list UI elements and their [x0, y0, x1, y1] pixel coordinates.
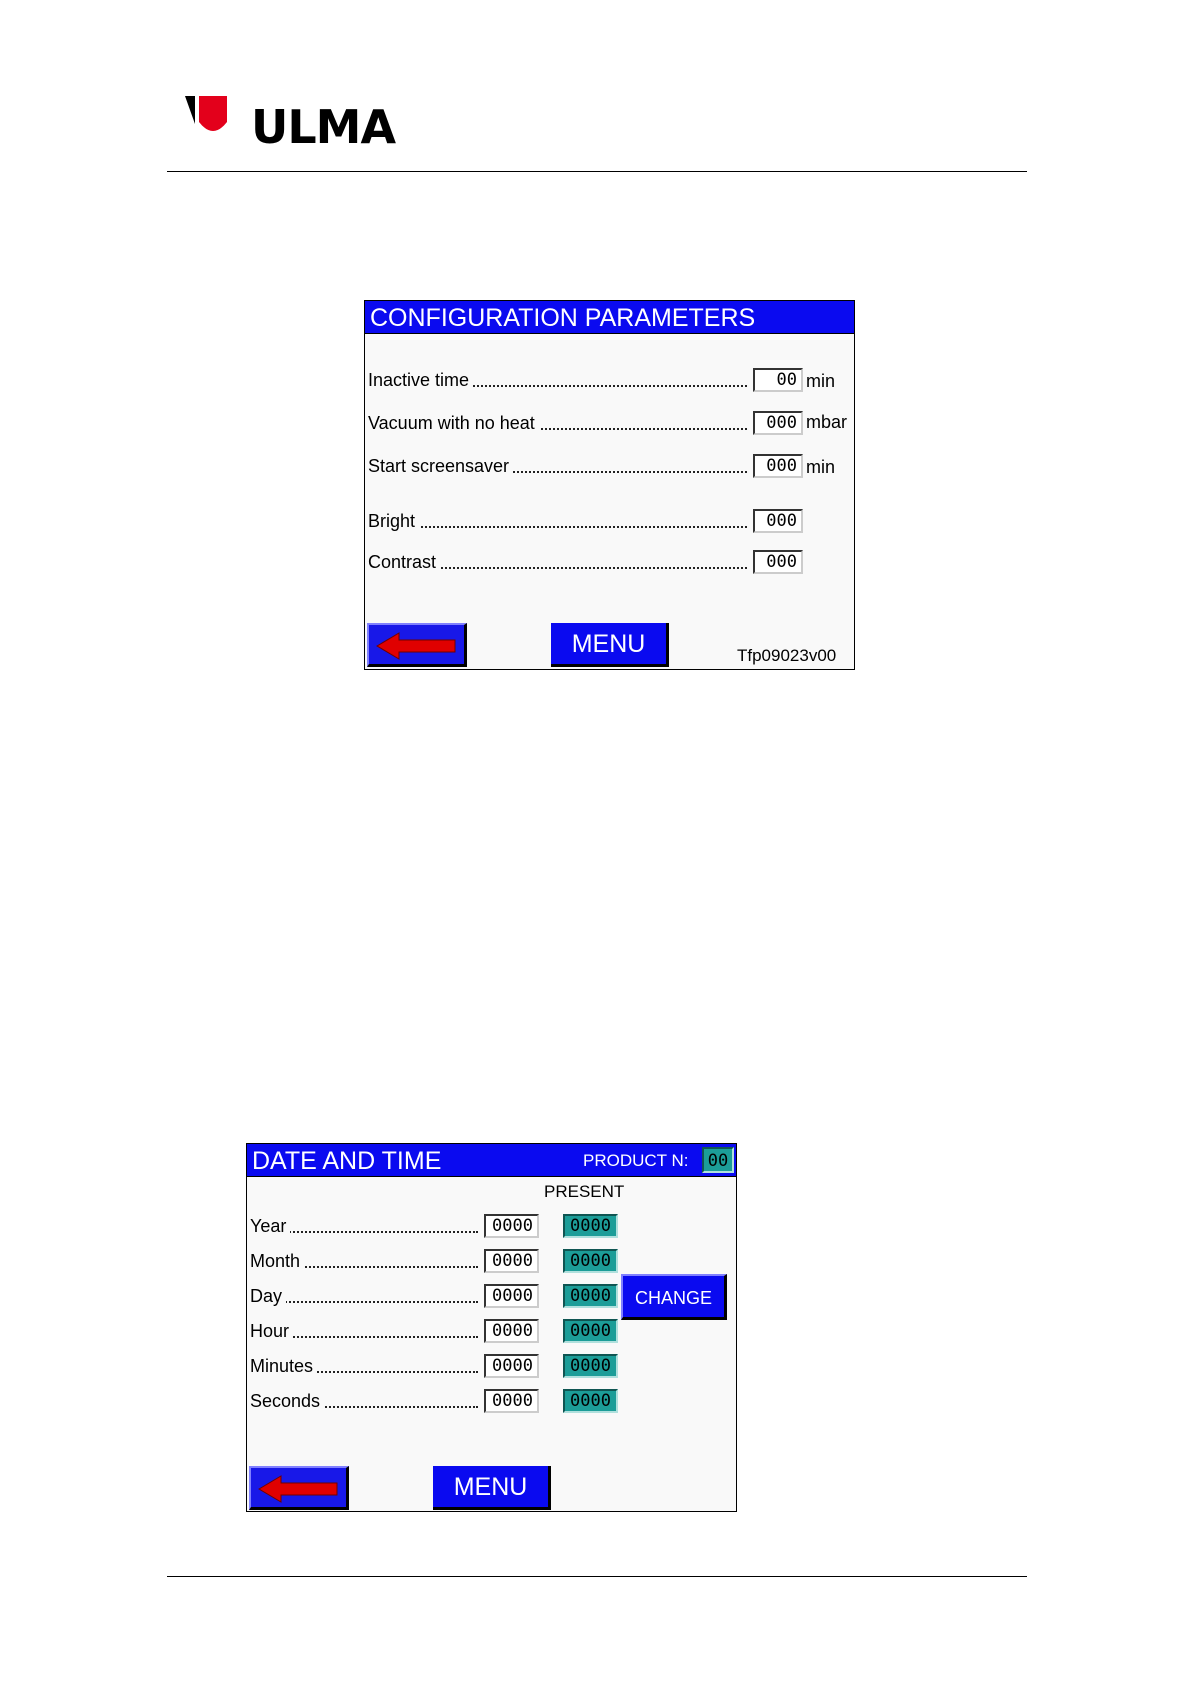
config-parameters-screen	[364, 300, 855, 670]
screen-code: Tfp09023v00	[737, 646, 837, 665]
config-row-label: Inactive time	[368, 367, 473, 393]
menu-button[interactable]: MENU	[433, 1466, 551, 1510]
date-row-label: Month	[250, 1248, 304, 1274]
day-field[interactable]: 0000	[484, 1284, 539, 1308]
logo-text: ULMA	[251, 100, 396, 154]
hour-field[interactable]: 0000	[484, 1319, 539, 1343]
year-present-value: 0000	[563, 1214, 618, 1238]
month-field[interactable]: 0000	[484, 1249, 539, 1273]
back-button[interactable]	[249, 1466, 349, 1510]
unit-label: mbar	[806, 412, 848, 432]
ulma-logo-mark-icon	[185, 96, 241, 150]
left-arrow-icon	[257, 1475, 341, 1503]
date-row-label: Day	[250, 1283, 286, 1309]
unit-label: min	[806, 371, 836, 391]
config-row-label: Vacuum with no heat	[368, 410, 539, 436]
month-present-value: 0000	[563, 1249, 618, 1273]
seconds-field[interactable]: 0000	[484, 1389, 539, 1413]
change-button[interactable]: CHANGE	[621, 1274, 727, 1320]
minutes-present-value: 0000	[563, 1354, 618, 1378]
screen-title: DATE AND TIME	[247, 1144, 736, 1177]
config-row-label: Bright	[368, 508, 419, 534]
year-field[interactable]: 0000	[484, 1214, 539, 1238]
back-button[interactable]	[367, 623, 467, 667]
date-row-label: Minutes	[250, 1353, 317, 1379]
unit-label: min	[806, 457, 836, 477]
product-number-label: PRODUCT N:	[583, 1151, 689, 1170]
hour-present-value: 0000	[563, 1319, 618, 1343]
vacuum-no-heat-field[interactable]: 000	[753, 411, 803, 435]
date-row-label: Hour	[250, 1318, 293, 1344]
screensaver-field[interactable]: 000	[753, 454, 803, 478]
seconds-present-value: 0000	[563, 1389, 618, 1413]
date-row-label: Seconds	[250, 1388, 324, 1414]
present-header: PRESENT	[544, 1182, 625, 1201]
footer-divider	[167, 1576, 1027, 1577]
dot-leader	[368, 526, 747, 528]
header-divider	[167, 171, 1027, 172]
config-row-label: Contrast	[368, 549, 440, 575]
inactive-time-field[interactable]: 00	[753, 368, 803, 392]
menu-button[interactable]: MENU	[551, 623, 669, 667]
day-present-value: 0000	[563, 1284, 618, 1308]
minutes-field[interactable]: 0000	[484, 1354, 539, 1378]
screen-title: CONFIGURATION PARAMETERS	[365, 301, 854, 334]
contrast-field[interactable]: 000	[753, 550, 803, 574]
left-arrow-icon	[375, 632, 459, 660]
date-row-label: Year	[250, 1213, 290, 1239]
config-row-label: Start screensaver	[368, 453, 513, 479]
bright-field[interactable]: 000	[753, 509, 803, 533]
product-number-field: 00	[702, 1147, 734, 1173]
date-and-time-screen	[246, 1143, 737, 1512]
ulma-logo	[185, 96, 405, 152]
